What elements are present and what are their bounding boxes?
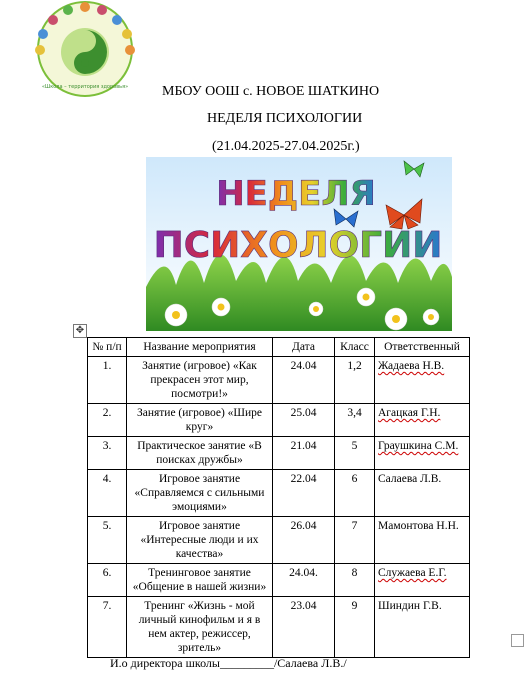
banner-word-week: НЕДЕЛЯ	[216, 174, 376, 214]
header-date: Дата	[273, 338, 335, 357]
header-num: № п/п	[88, 338, 127, 357]
responsible-name: Служаева Е.Г.	[378, 567, 447, 579]
logo-ring-text: «Школа – территория здоровья»	[41, 84, 129, 90]
row-responsible: Шиндин Г.В.	[375, 597, 470, 658]
psychology-week-banner	[146, 157, 452, 331]
row-name: Тренинговое занятие «Общение в нашей жизни»	[127, 564, 273, 597]
row-name: Игровое занятие «Интересные люди и их качества»	[127, 517, 273, 564]
director-signature	[110, 656, 347, 671]
row-num: 7.	[88, 597, 127, 658]
header-class: Класс	[335, 338, 375, 357]
row-class: 1,2	[335, 357, 375, 404]
row-num: 6.	[88, 564, 127, 597]
row-name: Игровое занятие «Справляемся с сильными эмоциями»	[127, 470, 273, 517]
row-class: 7	[335, 517, 375, 564]
banner-word-psychology: ПСИХОЛОГИИ	[153, 225, 443, 266]
row-class: 9	[335, 597, 375, 658]
row-name: Практическое занятие «В поисках дружбы»	[127, 437, 273, 470]
event-dates: (21.04.2025-27.04.2025г.)	[212, 139, 360, 154]
row-date: 25.04	[273, 404, 335, 437]
header-name: Название мероприятия	[127, 338, 273, 357]
row-class: 3,4	[335, 404, 375, 437]
responsible-name: Жадаева Н.В.	[378, 360, 445, 372]
row-responsible	[375, 404, 470, 437]
school-health-logo-icon	[30, 0, 140, 98]
table-row	[88, 517, 470, 564]
row-responsible	[375, 357, 470, 404]
row-name: Тренинг «Жизнь - мой личный кинофильм и я в нем актер, режиссер, зритель»	[127, 597, 273, 658]
table-row	[88, 437, 470, 470]
row-name: Занятие (игровое) «Как прекрасен этот мир, посмотри!»	[127, 357, 273, 404]
responsible-name: Граушкина С.М.	[378, 440, 459, 452]
table-resize-handle[interactable]	[511, 634, 524, 647]
table-row	[88, 357, 470, 404]
table-row	[88, 597, 470, 658]
row-date: 21.04	[273, 437, 335, 470]
header-responsible: Ответственный	[375, 338, 470, 357]
table-row	[88, 470, 470, 517]
row-num: 5.	[88, 517, 127, 564]
row-responsible: Салаева Л.В.	[375, 470, 470, 517]
row-class: 5	[335, 437, 375, 470]
row-date: 24.04	[273, 357, 335, 404]
responsible-name: Агацкая Г.Н.	[378, 407, 441, 419]
signature-text: И.о директора школы_________/Салаева Л.В./	[110, 656, 347, 670]
event-title: НЕДЕЛЯ ПСИХОЛОГИИ	[207, 111, 363, 126]
row-num: 4.	[88, 470, 127, 517]
row-num: 1.	[88, 357, 127, 404]
table-row	[88, 564, 470, 597]
row-num: 2.	[88, 404, 127, 437]
events-table	[87, 337, 470, 658]
table-row	[88, 404, 470, 437]
row-num: 3.	[88, 437, 127, 470]
row-date: 22.04	[273, 470, 335, 517]
row-name: Занятие (игровое) «Шире круг»	[127, 404, 273, 437]
row-responsible	[375, 564, 470, 597]
table-header-row	[88, 338, 470, 357]
row-date: 24.04.	[273, 564, 335, 597]
school-title: МБОУ ООШ с. НОВОЕ ШАТКИНО	[162, 84, 380, 99]
row-responsible: Мамонтова Н.Н.	[375, 517, 470, 564]
row-date: 23.04	[273, 597, 335, 658]
row-responsible	[375, 437, 470, 470]
row-date: 26.04	[273, 517, 335, 564]
row-class: 6	[335, 470, 375, 517]
row-class: 8	[335, 564, 375, 597]
table-move-handle-icon[interactable]: ✥	[73, 324, 87, 338]
